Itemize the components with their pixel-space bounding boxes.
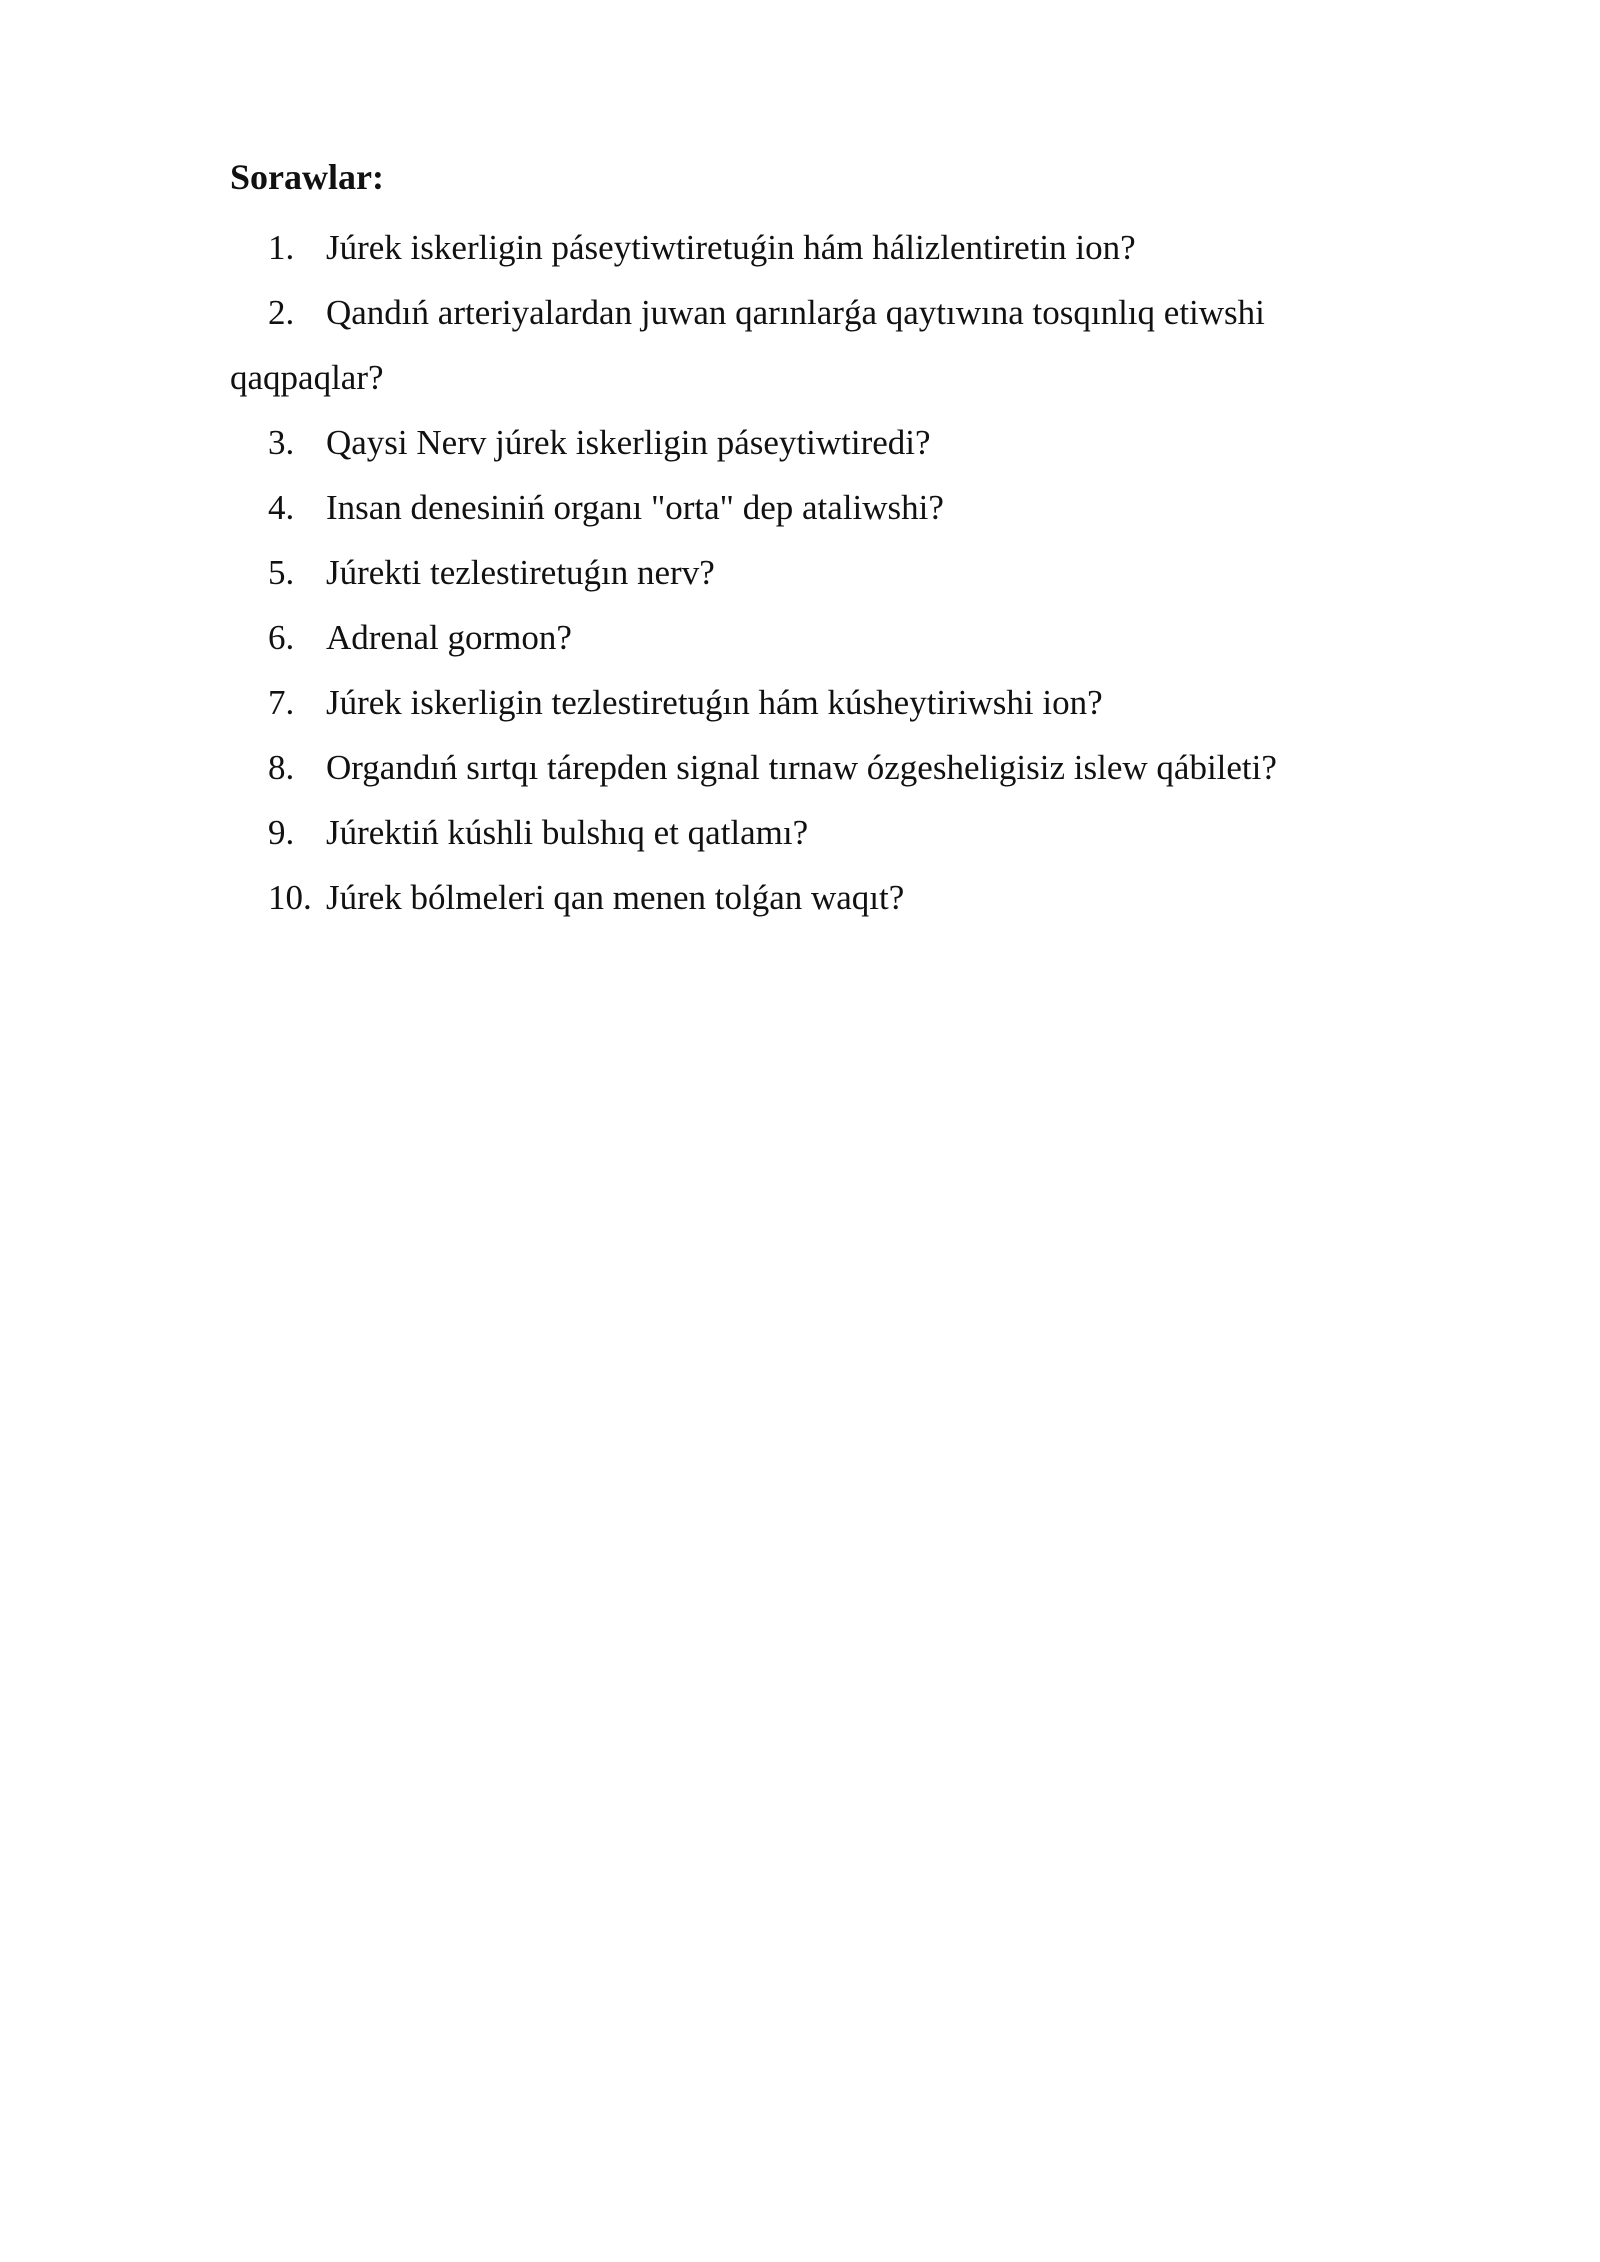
list-item-text: Júrek iskerligin tezlestiretuǵın hám kúsheytiriwshi ion? bbox=[326, 683, 1103, 722]
list-item-number: 9. bbox=[268, 813, 295, 852]
list-item-text: Júrek iskerligin páseytiwtiretuǵin hám hálizlentiretin ion? bbox=[326, 228, 1136, 267]
list-item-text: Júrektiń kúshli bulshıq et qatlamı? bbox=[326, 813, 809, 852]
question-list bbox=[230, 215, 1380, 930]
list-item-text: Qandıń arteriyalardan juwan qarınlarǵa qaytıwına tosqınlıq etiwshi qaqpaqlar? bbox=[230, 293, 1265, 397]
list-item-text: Organdıń sırtqı tárepden signal tırnaw ózgesheligisiz islew qábileti? bbox=[326, 748, 1277, 787]
list-item-number: 8. bbox=[268, 748, 295, 787]
list-item-text: Júrekti tezlestiretuǵın nerv? bbox=[326, 553, 715, 592]
page-title: Sorawlar: bbox=[230, 157, 384, 197]
list-item-number: 4. bbox=[268, 488, 295, 527]
list-item bbox=[230, 475, 1380, 540]
list-item bbox=[230, 735, 1380, 800]
list-item bbox=[230, 280, 1380, 410]
list-item bbox=[230, 800, 1380, 865]
list-item-text: Insan denesiniń organı "orta" dep ataliwshi? bbox=[326, 488, 944, 527]
list-item bbox=[230, 410, 1380, 475]
list-item bbox=[230, 215, 1380, 280]
list-item bbox=[230, 865, 1380, 930]
list-item bbox=[230, 540, 1380, 605]
list-item-number: 2. bbox=[268, 293, 295, 332]
list-item bbox=[230, 605, 1380, 670]
list-item-number: 6. bbox=[268, 618, 295, 657]
list-item-text: Qaysi Nerv júrek iskerligin páseytiwtiredi? bbox=[326, 423, 931, 462]
list-item-text: Adrenal gormon? bbox=[326, 618, 572, 657]
document-content bbox=[230, 150, 1380, 930]
list-item-number: 5. bbox=[268, 553, 295, 592]
list-item-number: 3. bbox=[268, 423, 295, 462]
list-item-number: 7. bbox=[268, 683, 295, 722]
list-item-number: 10. bbox=[268, 878, 312, 917]
list-item-text: Júrek bólmeleri qan menen tolǵan waqıt? bbox=[326, 878, 905, 917]
list-item bbox=[230, 670, 1380, 735]
list-item-number: 1. bbox=[268, 228, 295, 267]
